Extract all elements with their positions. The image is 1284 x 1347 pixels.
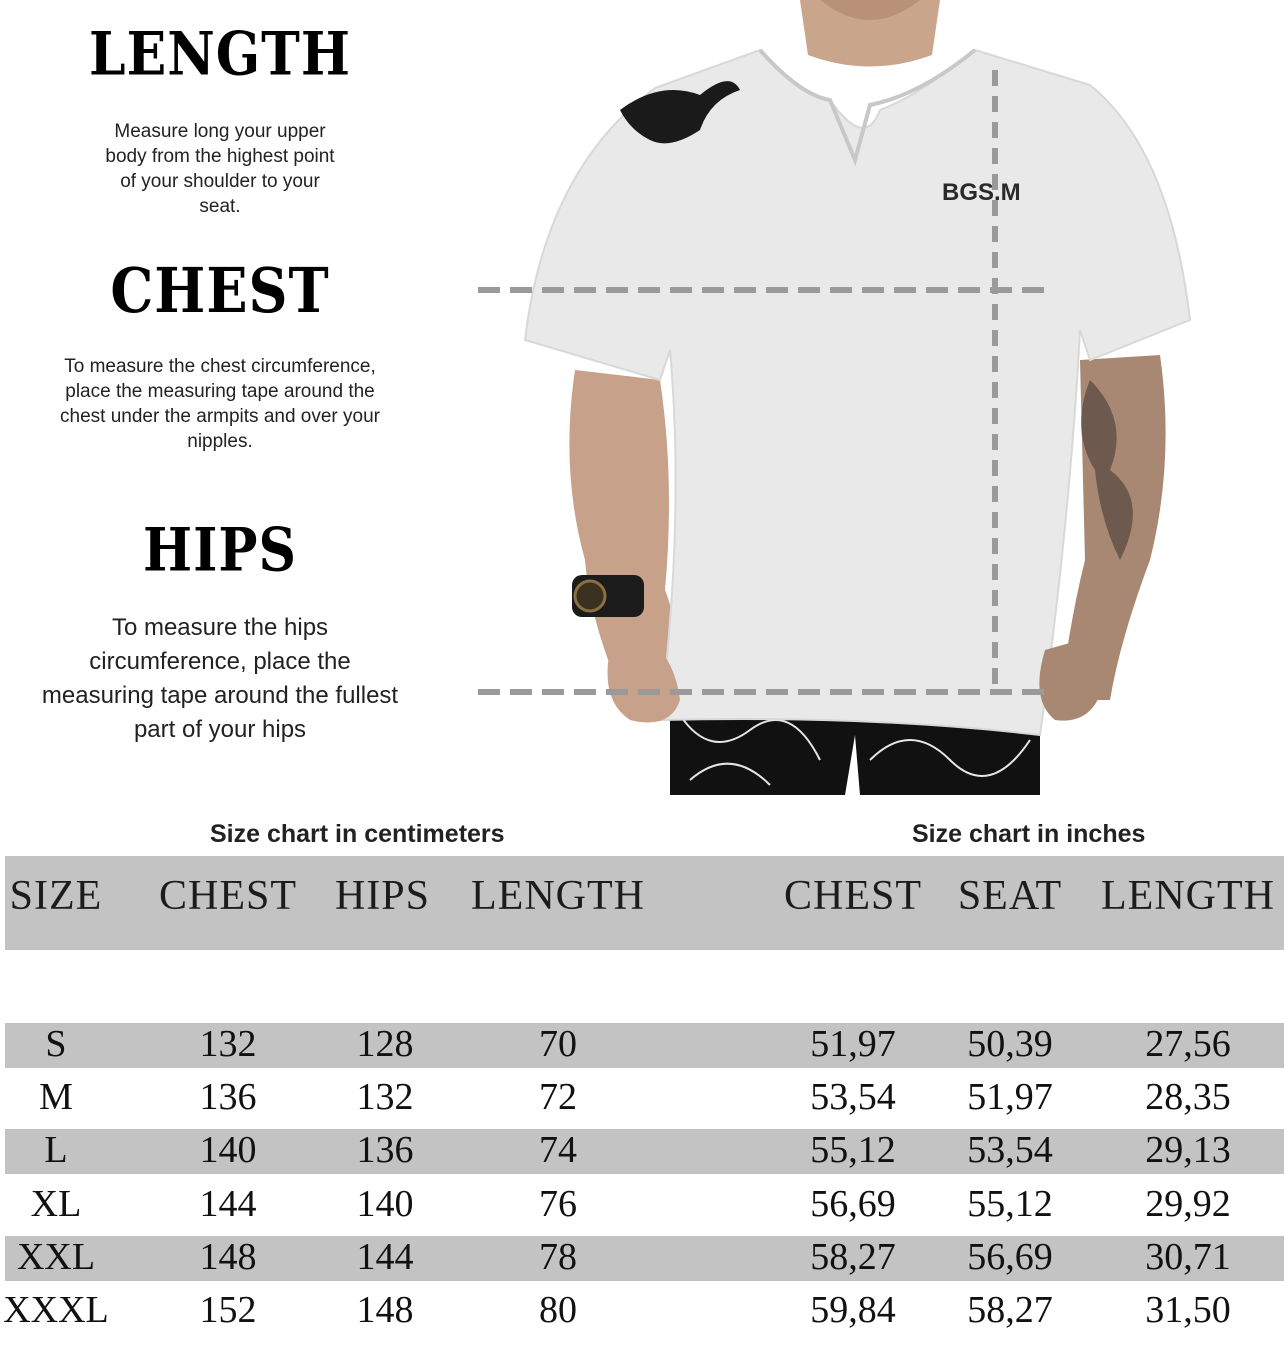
cell-hips-cm: 144 [356, 1235, 414, 1278]
cell-chest-cm: 140 [199, 1129, 257, 1172]
header-seat-in: SEAT [957, 873, 1063, 919]
hips-guide [0, 515, 440, 747]
cell-seat-in: 56,69 [967, 1235, 1053, 1278]
cell-hips-cm: 128 [356, 1023, 414, 1065]
length-instructions: Measure long your upper body from the highest point of your shoulder to your seat. [105, 121, 335, 218]
length-guide [0, 19, 440, 219]
cell-chest-cm: 136 [199, 1076, 257, 1119]
cell-size: L [44, 1129, 68, 1172]
header-hips-cm: HIPS [334, 873, 431, 919]
cell-hips-cm: 136 [356, 1129, 414, 1172]
cell-length-cm: 78 [539, 1235, 577, 1278]
model-photo [470, 0, 1284, 800]
watch-face [575, 581, 605, 611]
header-chest-cm: CHEST [158, 873, 297, 919]
cell-chest-in: 58,27 [810, 1235, 896, 1278]
cell-seat-in: 53,54 [967, 1129, 1053, 1172]
cell-hips-cm: 132 [356, 1076, 414, 1119]
header-length-in: LENGTH [1101, 873, 1275, 919]
cell-chest-in: 55,12 [810, 1129, 896, 1172]
cell-seat-in: 58,27 [967, 1289, 1053, 1331]
chest-heading: CHEST [110, 253, 330, 327]
cell-length-in: 29,13 [1145, 1129, 1231, 1172]
cell-length-cm: 80 [539, 1289, 577, 1331]
cell-length-in: 31,50 [1145, 1289, 1231, 1331]
cell-chest-cm: 148 [199, 1235, 257, 1278]
cell-length-cm: 76 [539, 1182, 577, 1225]
cell-length-cm: 72 [539, 1076, 577, 1119]
chest-instructions: To measure the chest circumference, place the measuring tape around the chest under the armpits and over your nipples. [60, 356, 381, 453]
cell-seat-in: 50,39 [967, 1023, 1053, 1065]
cell-size: XL [30, 1182, 82, 1225]
cell-length-in: 30,71 [1145, 1235, 1231, 1278]
cell-chest-in: 56,69 [810, 1182, 896, 1225]
shirt-logo: BGS.M [942, 179, 1021, 206]
cell-length-cm: 74 [539, 1129, 577, 1172]
caption-centimeters: Size chart in centimeters [210, 820, 505, 848]
cell-chest-cm: 152 [199, 1289, 257, 1331]
chest-guide [0, 253, 440, 454]
cell-size: XXL [16, 1235, 96, 1278]
cell-chest-in: 59,84 [810, 1289, 896, 1331]
cell-size: XXXL [3, 1289, 109, 1331]
cell-size: M [39, 1076, 73, 1119]
header-length-cm: LENGTH [471, 873, 645, 919]
cell-seat-in: 55,12 [967, 1182, 1053, 1225]
cell-hips-cm: 148 [356, 1289, 414, 1331]
length-heading: LENGTH [89, 19, 351, 90]
cell-seat-in: 51,97 [967, 1076, 1053, 1119]
cell-length-in: 27,56 [1145, 1023, 1231, 1065]
cell-chest-in: 53,54 [810, 1076, 896, 1119]
header-size: SIZE [9, 873, 103, 919]
cell-length-in: 29,92 [1145, 1182, 1231, 1225]
hips-heading: HIPS [142, 515, 298, 586]
cell-chest-cm: 132 [199, 1023, 257, 1065]
caption-inches: Size chart in inches [912, 820, 1146, 848]
cell-size: S [45, 1023, 67, 1065]
hips-instructions: To measure the hips circumference, place the measuring tape around the fullest part of your hips [41, 614, 399, 744]
header-chest-in: CHEST [783, 873, 922, 919]
cell-chest-cm: 144 [199, 1182, 257, 1225]
cell-length-cm: 70 [539, 1023, 577, 1065]
cell-chest-in: 51,97 [810, 1023, 896, 1065]
cell-length-in: 28,35 [1145, 1076, 1231, 1119]
cell-hips-cm: 140 [356, 1182, 414, 1225]
